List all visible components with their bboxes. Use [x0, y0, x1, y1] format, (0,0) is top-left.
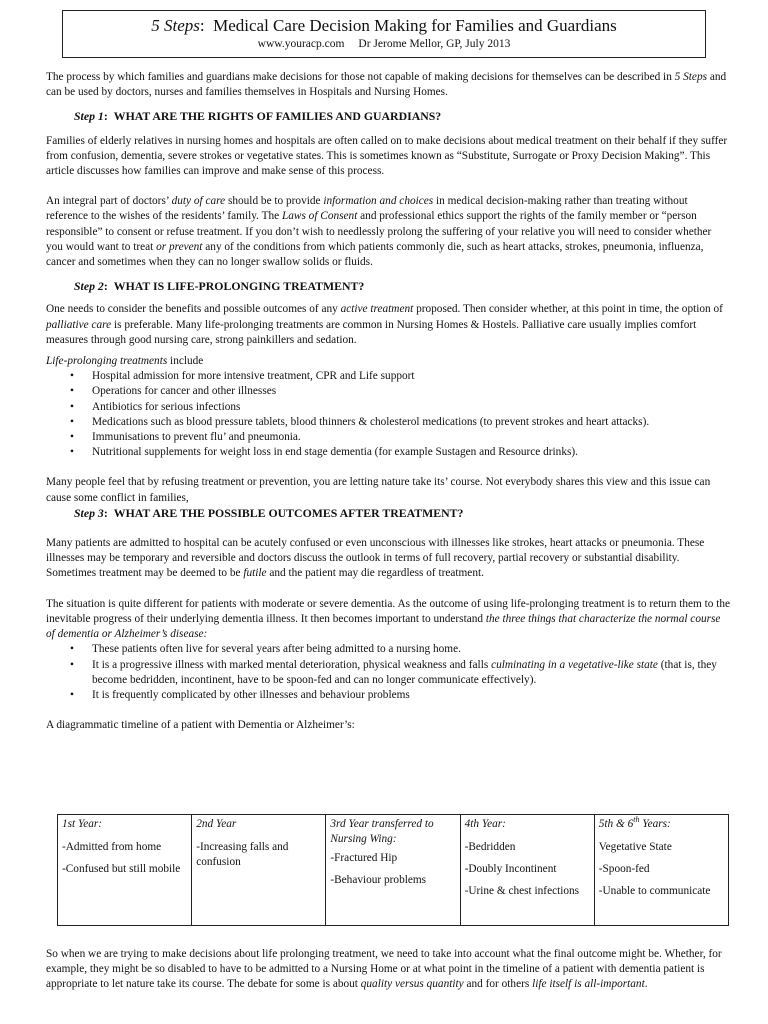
step3-paragraph-2: [46, 597, 730, 643]
step3-heading: Step 3: WHAT ARE THE POSSIBLE OUTCOMES AFTER TREATMENT?: [74, 505, 464, 520]
step3-title: WHAT ARE THE POSSIBLE OUTCOMES AFTER TREATMENT?: [113, 505, 464, 520]
timeline-item: -Spoon-fed: [598, 863, 650, 875]
timeline-item: -Behaviour problems: [330, 874, 427, 886]
step2-p1-text-c: proposed. Then consider whether, at this point in time, the option of: [413, 303, 723, 316]
step1-paragraph-2: [46, 194, 730, 270]
intro-text-1: The process by which families and guardians make decisions for those not capable of making decisions for themselves can be described in: [46, 71, 675, 83]
timeline-year-label: 1st Year:: [62, 818, 103, 830]
step1-heading: Step 1: WHAT ARE THE RIGHTS OF FAMILIES AND GUARDIANS?: [74, 109, 442, 124]
title-box: [62, 10, 706, 58]
table-row: [58, 815, 729, 926]
timeline-item: -Admitted from home: [62, 841, 162, 853]
timeline-item: -Doubly Incontinent: [464, 863, 557, 875]
step1-p2-text-f: Laws of Consent: [282, 210, 358, 223]
closing-text-a: So when we are trying to make decisions about life prolonging treatment, we need to take into account what the final outcome might be. Whether, for example, they might be so disabled to have to be admitted to a Nursing Home or at what point in the timeline of a patient with dementia patient is appropriate to let nature take its course. The debate for some is about: [46, 948, 722, 991]
list-item: • Operations for cancer and other illnesses: [46, 384, 730, 399]
step2-paragraph-2: Many people feel that by refusing treatment or prevention, you are letting nature take its’ course. Not everybody shares this view and this issue can cause some conflict in families,: [46, 476, 711, 504]
step3-p1-text-b: futile: [243, 567, 267, 580]
step2-p1-text-a: One needs to consider the benefits and possible outcomes of any: [46, 303, 341, 316]
closing-paragraph: [46, 947, 730, 993]
list-item: • Nutritional supplements for weight loss in end stage dementia (for example Sustagen and Resource drinks).: [46, 445, 730, 460]
list-item: [46, 658, 730, 688]
step1-p2-text-a: An integral part of doctors’: [46, 195, 172, 208]
list-item-text-end: (that is, they become bedridden, incontinent, have to be spoon-fed and can no longer communicate effectively).: [92, 658, 717, 686]
timeline-cell-year3: [326, 815, 460, 926]
website-link[interactable]: www.youracp.com: [257, 38, 345, 50]
step1-p2-text-d: information and choices: [323, 195, 434, 208]
step2-label: Step 2: [74, 279, 104, 294]
timeline-intro: A diagrammatic timeline of a patient with Dementia or Alzheimer’s:: [46, 719, 355, 732]
list-item: [46, 688, 730, 703]
intro-text-3: and can be used by doctors, nurses and families themselves in Hospitals and Nursing Homes.: [46, 71, 727, 99]
list-item-text: It is frequently complicated by other illnesses and behaviour problems: [92, 688, 410, 701]
step3-paragraph-1: [46, 536, 730, 582]
list-item: • Antibiotics for serious infections: [46, 400, 730, 415]
timeline-cell-year2: [192, 815, 326, 926]
document-title: [63, 16, 705, 36]
timeline-item: -Bedridden: [464, 841, 516, 853]
intro-text-2: 5 Steps: [674, 71, 707, 83]
step1-title: WHAT ARE THE RIGHTS OF FAMILIES AND GUARDIANS?: [113, 109, 442, 124]
year-label-superscript: th: [633, 815, 640, 825]
author-credit: Dr Jerome Mellor, GP, July 2013: [358, 38, 511, 50]
timeline-item: -Urine & chest infections: [464, 885, 580, 897]
step2-p1-text-d: palliative care: [46, 318, 112, 331]
list-item: [46, 642, 730, 657]
step1-p2-text-i: any of the conditions from which patients commonly die, such as heart attacks, strokes, pneumonia, influenza, cancer and sometimes when they can no longer swallow solids or fluids.: [46, 240, 704, 269]
closing-text-c: and for others: [463, 978, 533, 991]
step2-paragraph-1: [46, 302, 730, 348]
year-label-part: 5th & 6: [598, 818, 634, 830]
timeline-item: Vegetative State: [598, 841, 672, 853]
list-item-text: These patients often live for several years after being admitted to a nursing home.: [92, 643, 461, 656]
step3-p2-text-a: The situation is quite different for patients with moderate or severe dementia. As the outcome of using life-prolonging treatment is to return them to the inevitable progress of their underlying dementia illness. It then becomes important to understand: [46, 597, 731, 625]
title-colon: :: [199, 16, 205, 35]
treatments-intro-text-b: include: [167, 355, 204, 368]
list-item: • Medications such as blood pressure tablets, blood thinners & cholesterol medications (to prevent strokes and heart attacks).: [46, 415, 730, 430]
document-subtitle: [63, 38, 705, 50]
step1-p2-text-h: or prevent: [156, 240, 203, 253]
step3-label: Step 3: [74, 505, 104, 520]
dementia-timeline-table: [57, 814, 729, 926]
closing-text-d: life itself is all-important: [532, 978, 645, 991]
step1-p2-text-e: in medical decision-making rather than treating without reference to the wishes of the residents’ family. The: [46, 195, 688, 223]
timeline-year-label: 3rd Year transferred to Nursing Wing:: [330, 818, 434, 845]
list-item-text: It is a progressive illness with marked mental deterioration, physical weakness and falls: [92, 658, 492, 671]
timeline-year-label: [599, 817, 724, 832]
timeline-cell-year5-6: [594, 815, 728, 926]
step2-p1-text-b: active treatment: [340, 303, 414, 316]
year-label-part-end: Years:: [639, 818, 671, 830]
timeline-item: -Confused but still mobile: [62, 863, 181, 875]
step2-p1-text-e: is preferable. Many life-prolonging treatments are common in Nursing Homes & Hostels. Palliative care usually implies comfort measures through good nursing care, strong painkillers and sedation.: [46, 318, 697, 346]
step1-p2-text-g: and professional ethics support the rights of the family member or “person responsible” to consent or refuse treatment. If you don’t wish to needlessly prolong the suffering of your relative you will need to consider whether you would want to treat: [46, 210, 712, 253]
intro-paragraph: [46, 70, 730, 100]
step1-p2-text-c: should be to provide: [225, 195, 324, 208]
timeline-item: -Unable to communicate: [598, 885, 711, 897]
title-steps: 5 Steps: [151, 16, 200, 35]
step1-label: Step 1: [74, 109, 104, 124]
list-item-emphasis: culminating in a vegetative-like state: [491, 658, 658, 671]
timeline-item: -Increasing falls and confusion: [196, 841, 289, 868]
list-item: • Hospital admission for more intensive treatment, CPR and Life support: [46, 369, 730, 384]
step3-p2-text-b: the three things that characterize the normal course of dementia or Alzheimer’s disease:: [46, 612, 721, 641]
timeline-item: -Fractured Hip: [330, 852, 398, 864]
step2-heading: Step 2: WHAT IS LIFE-PROLONGING TREATMENT?: [74, 279, 365, 294]
step3-p1-text-a: Many patients are admitted to hospital can be acutely confused or even unconscious with illnesses like strokes, heart attacks or pneumonia. These illnesses may be temporary and reversible and doctors discuss the outlook in terms of full recovery, partial recovery or substantial disability. Sometimes treatment may be deemed to be: [46, 537, 705, 580]
treatments-intro-text-a: Life-prolonging treatments: [46, 355, 168, 368]
closing-text-b: quality versus quantity: [360, 978, 464, 991]
timeline-cell-year4: [460, 815, 594, 926]
document-body: [46, 70, 730, 733]
treatments-list-intro: [46, 354, 730, 369]
step2-title: WHAT IS LIFE-PROLONGING TREATMENT?: [113, 279, 365, 294]
timeline-year-label: 4th Year:: [464, 818, 506, 830]
dementia-characteristics-list: [46, 642, 730, 703]
step1-paragraph-1: Families of elderly relatives in nursing homes and hospitals are often called on to make decisions about medical treatment on their behalf if they suffer from confusion, dementia, severe strokes or vegetative states. This is sometimes known as “Substitute, Surrogate or Proxy Decision Making”. This article discusses how families can improve and make sense of this process.: [46, 134, 728, 178]
treatments-list: [46, 369, 730, 460]
timeline-year-label: 2nd Year: [196, 818, 237, 830]
list-item: • Immunisations to prevent flu’ and pneumonia.: [46, 430, 730, 445]
title-text: Medical Care Decision Making for Families and Guardians: [213, 16, 617, 35]
closing-text-e: .: [644, 978, 648, 991]
step1-p2-text-b: duty of care: [171, 195, 226, 208]
step3-p1-text-c: and the patient may die regardless of treatment.: [266, 567, 484, 580]
timeline-cell-year1: [58, 815, 192, 926]
